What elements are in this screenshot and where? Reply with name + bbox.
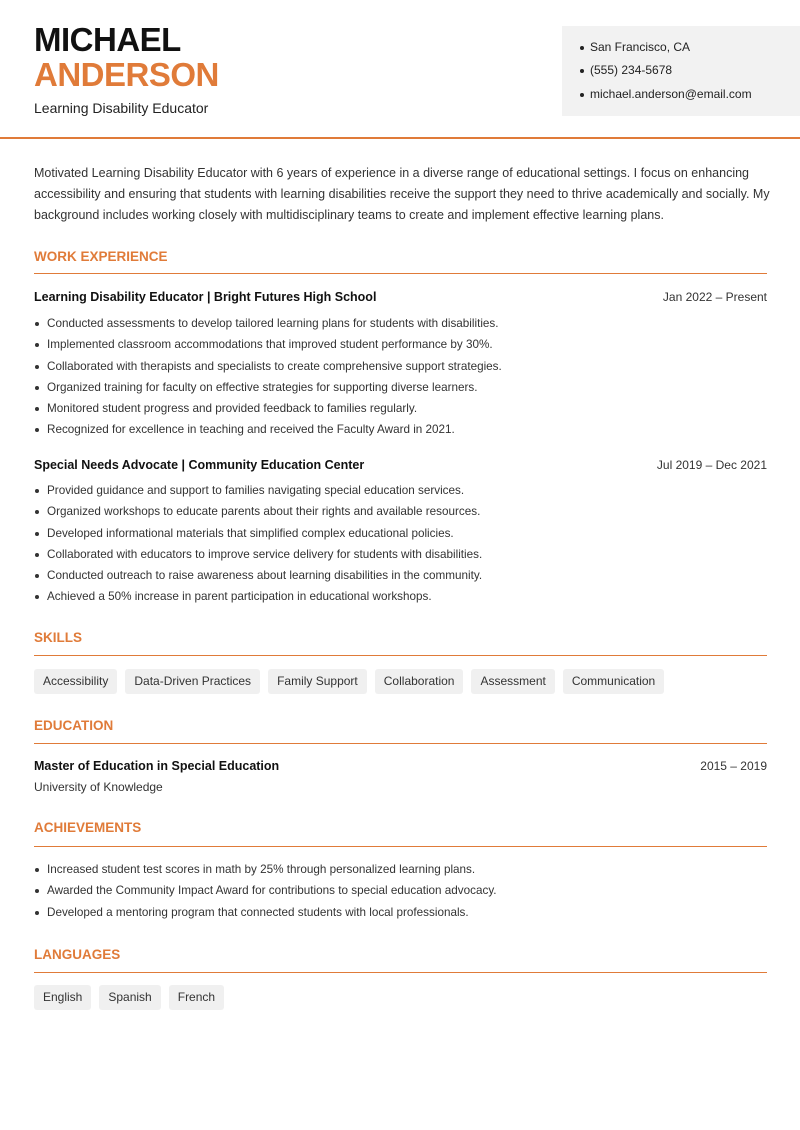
section-divider xyxy=(34,273,767,274)
job-2-dates: Jul 2019 – Dec 2021 xyxy=(656,458,767,472)
section-divider xyxy=(34,743,767,744)
list-item: Organized workshops to educate parents about their rights and available resources. xyxy=(34,504,482,525)
list-item: Provided guidance and support to families navigating special education services. xyxy=(34,483,482,504)
list-item: Achieved a 50% increase in parent participation in educational workshops. xyxy=(34,589,482,610)
list-item: Monitored student progress and provided feedback to families regularly. xyxy=(34,401,502,422)
resume-header xyxy=(0,0,800,139)
summary-paragraph: Motivated Learning Disability Educator with 6 years of experience in a diverse range of educational settings. I focus on enhancing accessibility and ensuring that students with learning disabilities receive the support they need to thrive academically and socially. My background includes working closely with multidisciplinary teams to create and implement effective learning plans. xyxy=(34,166,770,222)
section-title-work: WORK EXPERIENCE xyxy=(34,249,168,264)
list-item: Conducted assessments to develop tailored learning plans for students with disabilities. xyxy=(34,316,502,337)
section-divider xyxy=(34,846,767,847)
contact-box xyxy=(562,26,800,116)
section-title-languages: LANGUAGES xyxy=(34,947,121,962)
section-divider xyxy=(34,655,767,656)
skills-list xyxy=(34,669,664,694)
last-name: ANDERSON xyxy=(34,56,219,93)
contact-email[interactable]: michael.anderson@email.com xyxy=(590,87,752,101)
list-item: Conducted outreach to raise awareness about learning disabilities in the community. xyxy=(34,568,482,589)
section-title-achievements: ACHIEVEMENTS xyxy=(34,820,142,835)
achievements-list xyxy=(34,862,497,926)
job-1-title: Learning Disability Educator | Bright Futures High School xyxy=(34,290,377,304)
section-title-education: EDUCATION xyxy=(34,718,114,733)
first-name: MICHAEL xyxy=(34,21,181,58)
skill-chip: Accessibility xyxy=(34,669,117,694)
list-item: Recognized for excellence in teaching and received the Faculty Award in 2021. xyxy=(34,422,502,443)
skill-chip: Data-Driven Practices xyxy=(125,669,260,694)
list-item: Developed informational materials that simplified complex educational policies. xyxy=(34,526,482,547)
skill-chip: Family Support xyxy=(268,669,367,694)
job-2-bullets xyxy=(34,483,482,611)
section-title-skills: SKILLS xyxy=(34,630,83,645)
list-item: Increased student test scores in math by 25% through personalized learning plans. xyxy=(34,862,497,883)
contact-location: San Francisco, CA xyxy=(590,40,691,54)
list-item: Implemented classroom accommodations that improved student performance by 30%. xyxy=(34,337,502,358)
language-chip: French xyxy=(169,985,224,1010)
skill-chip: Communication xyxy=(563,669,664,694)
job-2-title: Special Needs Advocate | Community Education Center xyxy=(34,458,365,472)
contact-phone: (555) 234-5678 xyxy=(590,63,673,77)
education-degree: Master of Education in Special Education xyxy=(34,759,280,773)
job-title: Learning Disability Educator xyxy=(34,100,209,116)
skill-chip: Assessment xyxy=(471,669,554,694)
section-divider xyxy=(34,972,767,973)
language-chip: English xyxy=(34,985,91,1010)
list-item: Collaborated with therapists and specialists to create comprehensive support strategies. xyxy=(34,359,502,380)
skill-chip: Collaboration xyxy=(375,669,464,694)
languages-list xyxy=(34,985,224,1010)
education-school: University of Knowledge xyxy=(34,780,163,794)
job-1-dates: Jan 2022 – Present xyxy=(662,290,767,304)
education-dates: 2015 – 2019 xyxy=(700,759,767,773)
job-1-bullets xyxy=(34,316,502,444)
list-item: Awarded the Community Impact Award for contributions to special education advocacy. xyxy=(34,883,497,904)
candidate-name xyxy=(34,22,219,92)
list-item: Organized training for faculty on effective strategies for supporting diverse learners. xyxy=(34,380,502,401)
list-item: Collaborated with educators to improve service delivery for students with disabilities. xyxy=(34,547,482,568)
language-chip: Spanish xyxy=(99,985,160,1010)
list-item: Developed a mentoring program that connected students with local professionals. xyxy=(34,905,497,926)
